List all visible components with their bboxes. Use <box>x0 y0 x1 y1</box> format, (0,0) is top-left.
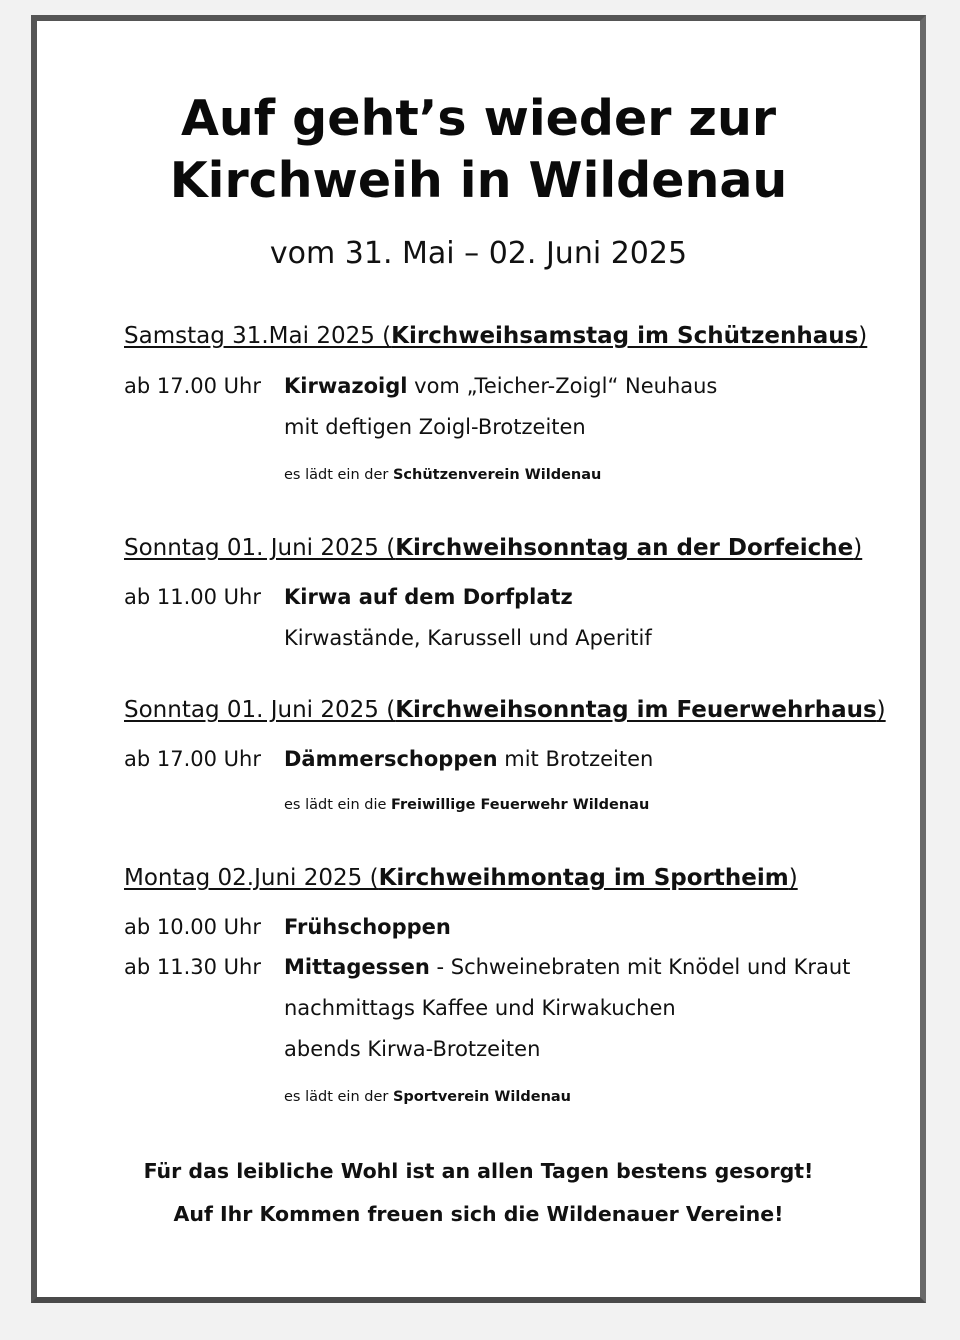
event-time: ab 10.00 Uhr <box>124 915 261 939</box>
event-time: ab 17.00 Uhr <box>124 374 261 398</box>
title-line-2: Kirchweih in Wildenau <box>169 152 788 209</box>
flyer-page <box>31 15 926 1303</box>
closing-line-2: Auf Ihr Kommen freuen sich die Wildenauer Vereine! <box>173 1202 784 1226</box>
event-host: es lädt ein der Sportverein Wildenau <box>284 1089 572 1105</box>
event-time: ab 11.30 Uhr <box>124 955 261 979</box>
section-heading-sunday-dorfeiche: Sonntag 01. Juni 2025 (Kirchweihsonntag an der Dorfeiche) <box>124 535 863 561</box>
event-description: abends Kirwa-Brotzeiten <box>284 1037 541 1061</box>
title-line-1: Auf geht’s wieder zur <box>180 90 777 147</box>
event-host: es lädt ein der Schützenverein Wildenau <box>284 467 602 483</box>
section-heading-sunday-feuerwehrhaus: Sonntag 01. Juni 2025 (Kirchweihsonntag im Feuerwehrhaus) <box>124 697 886 723</box>
event-description: Kirwastände, Karussell und Aperitif <box>284 626 652 650</box>
event-description: nachmittags Kaffee und Kirwakuchen <box>284 996 676 1020</box>
event-description: Frühschoppen <box>284 915 451 939</box>
section-heading-monday: Montag 02.Juni 2025 (Kirchweihmontag im Sportheim) <box>124 865 798 891</box>
date-range: vom 31. Mai – 02. Juni 2025 <box>269 236 688 271</box>
closing-line-1: Für das leibliche Wohl ist an allen Tagen bestens gesorgt! <box>143 1159 814 1183</box>
event-description: Mittagessen - Schweinebraten mit Knödel und Kraut <box>284 955 851 979</box>
event-description: Kirwa auf dem Dorfplatz <box>284 585 573 609</box>
event-host: es lädt ein die Freiwillige Feuerwehr Wildenau <box>284 797 650 813</box>
event-description: mit deftigen Zoigl-Brotzeiten <box>284 415 586 439</box>
event-time: ab 17.00 Uhr <box>124 747 261 771</box>
flyer-title <box>37 88 920 212</box>
section-heading-saturday: Samstag 31.Mai 2025 (Kirchweihsamstag im Schützenhaus) <box>124 323 868 349</box>
event-description: Dämmerschoppen mit Brotzeiten <box>284 747 654 771</box>
event-time: ab 11.00 Uhr <box>124 585 261 609</box>
event-description: Kirwazoigl vom „Teicher-Zoigl“ Neuhaus <box>284 374 718 398</box>
